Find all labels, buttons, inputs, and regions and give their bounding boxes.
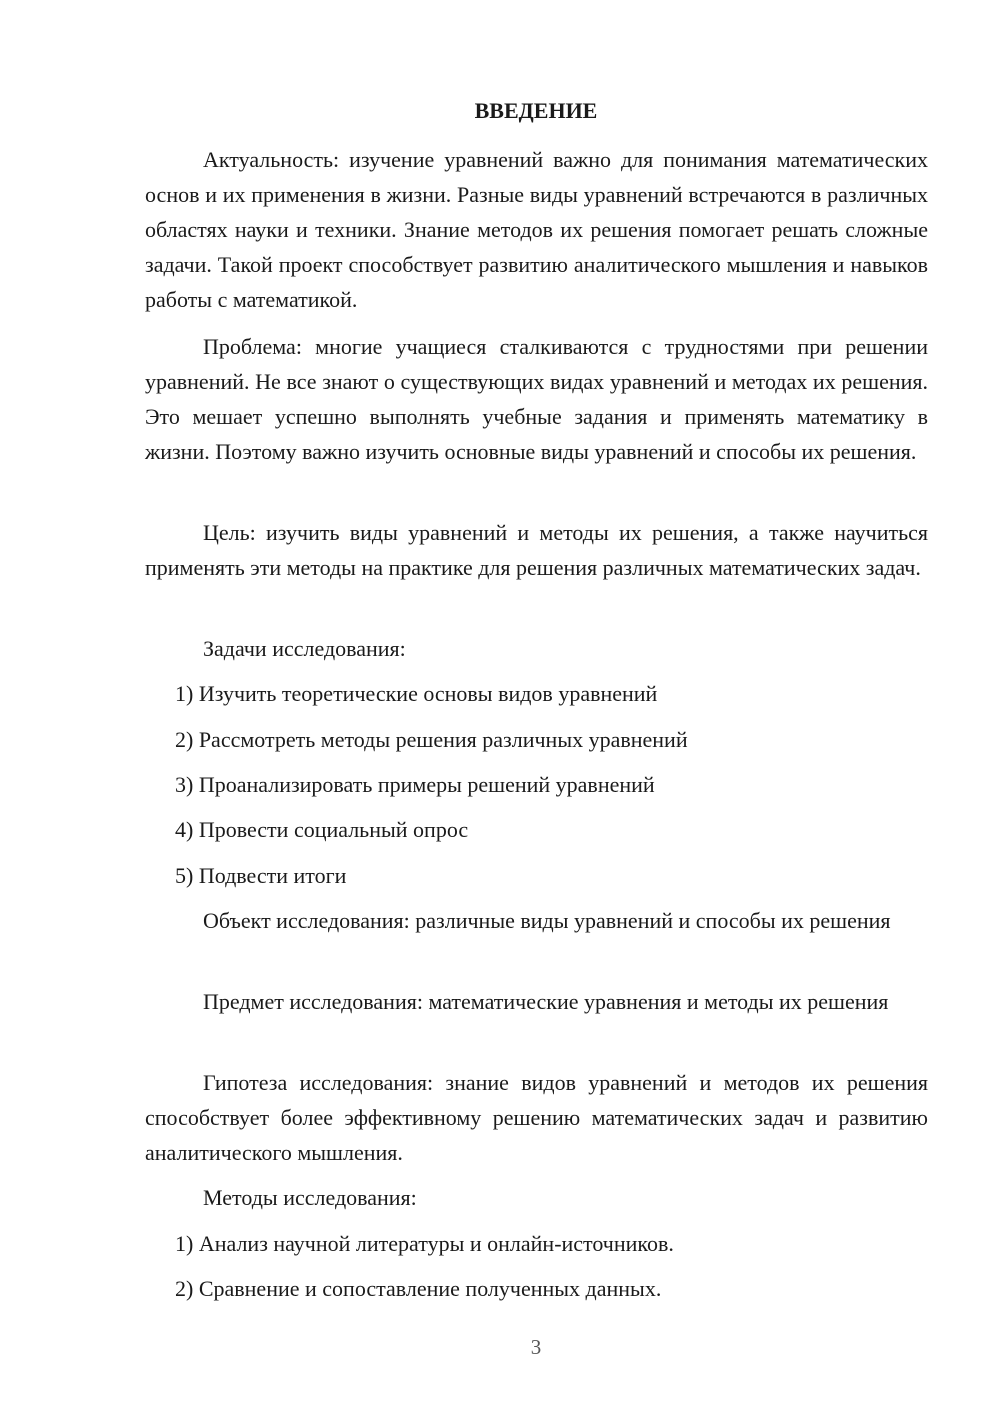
paragraph-relevance: Актуальность: изучение уравнений важно для понимания математических основ и их применения в жизни. Разные виды уравнений встречаются в различных областях науки и техники. Знание методов их решения помогает решать сложные задачи. Такой проект способствует развитию аналитического мышления и навыков работы с математикой. [145,147,928,312]
tasks-heading: Задачи исследования: [203,636,406,661]
method-item-2: 2) Сравнение и сопоставление полученных данных. [175,1276,662,1301]
paragraph-goal: Цель: изучить виды уравнений и методы их решения, а также научиться применять эти методы на практике для решения различных математических задач. [145,520,928,580]
task-item-5: 5) Подвести итоги [175,863,347,888]
paragraph-subject: Предмет исследования: математические уравнения и методы их решения [203,989,889,1014]
task-item-3: 3) Проанализировать примеры решений уравнений [175,772,655,797]
task-item-2: 2) Рассмотреть методы решения различных уравнений [175,727,688,752]
paragraph-hypothesis: Гипотеза исследования: знание видов уравнений и методов их решения способствует более эффективному решению математических задач и развитию аналитического мышления. [145,1070,928,1165]
task-item-1: 1) Изучить теоретические основы видов уравнений [175,681,658,706]
paragraph-problem: Проблема: многие учащиеся сталкиваются с трудностями при решении уравнений. Не все знают о существующих видах уравнений и методах их решения. Это мешает успешно выполнять учебные задания и применять математику в жизни. Поэтому важно изучить основные виды уравнений и способы их решения. [145,334,928,464]
task-item-4: 4) Провести социальный опрос [175,817,469,842]
page-title: ВВЕДЕНИЕ [474,98,598,123]
method-item-1: 1) Анализ научной литературы и онлайн-источников. [175,1231,674,1256]
page-number: 3 [530,1335,542,1359]
paragraph-object: Объект исследования: различные виды уравнений и способы их решения [203,908,891,933]
methods-heading: Методы исследования: [203,1185,417,1210]
